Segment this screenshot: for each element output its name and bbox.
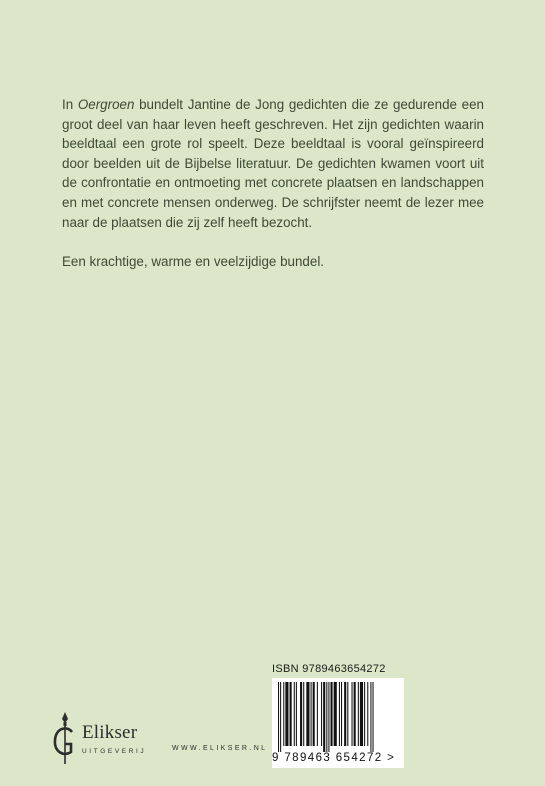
back-cover-blurb [62,95,484,291]
barcode [272,678,404,768]
isbn-block [272,663,412,768]
publisher-website: WWW.ELIKSER.NL [172,745,268,752]
barcode-bars [276,682,400,752]
publisher-name: Elikser [82,722,138,743]
blurb-text: bundelt Jantine de Jong gedichten die ze gedurende een groot deel van haar leven heeft geschreven. Het zijn gedichten waarin beeldtaal een grote rol speelt. Deze beeldtaal is vooral geïnspireerd door beelden uit de Bijbelse literatuur. De gedichten kwamen voort uit de confrontatie en ontmoeting met concrete plaatsen en landschappen en met concrete mensen onderweg. De schrijfster neemt de lezer mee naar de plaatsen die zij zelf heeft bezocht. [62,97,484,230]
publisher-logo [50,710,200,770]
blurb-paragraph-2: Een krachtige, warme en veelzijdige bundel. [62,253,325,269]
blurb-paragraph-1 [62,95,484,232]
pen-nib-g-icon [50,710,80,766]
barcode-digits: 9 789463 654272 > [272,752,396,764]
isbn-label: ISBN 9789463654272 [272,663,386,675]
blurb-prefix: In [62,97,78,112]
book-title: Oergroen [77,97,135,112]
publisher-subtitle: UITGEVERIJ [82,748,147,755]
